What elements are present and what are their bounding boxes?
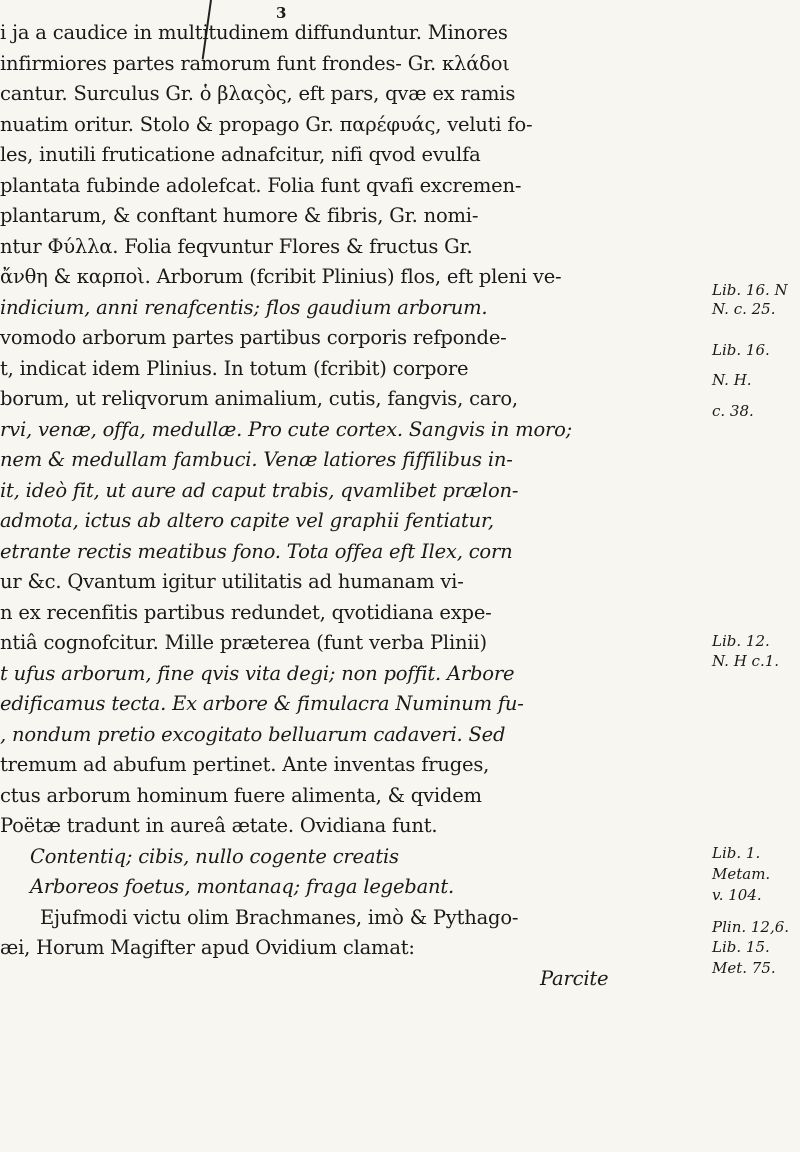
margin-note: Lib. 12. — [712, 632, 770, 650]
text-line: plantata fubinde adolefcat. Folia funt qvafi excremen- — [0, 173, 522, 197]
margin-note: N. H. — [712, 371, 752, 389]
page-number: 3 — [276, 4, 287, 22]
text-line: nem & medullam fambuci. Venæ latiores fiffilibus in- — [0, 448, 513, 471]
text-line: admota, ictus ab altero capite vel graphii fentiatur, — [0, 509, 494, 532]
text-line: æi, Horum Magifter apud Ovidium clamat: — [0, 936, 415, 959]
text-line: indicium, anni renafcentis; flos gaudium arborum. — [0, 295, 488, 319]
margin-note: Lib. 16. N — [712, 281, 788, 299]
text-line: tremum ad abufum pertinet. Ante inventas fruges, — [0, 753, 490, 776]
margin-note: N. c. 25. — [712, 300, 776, 318]
text-line: Ejufmodi victu olim Brachmanes, imò & Pythago- — [40, 905, 519, 929]
text-line: t ufus arborum, fine qvis vita degi; non poffit. Arbore — [0, 661, 515, 685]
margin-note: c. 38. — [712, 402, 754, 420]
text-line: t, indicat idem Plinius. In totum (fcribit) corpore — [0, 356, 469, 380]
text-line: rvi, venæ, offa, medullæ. Pro cute cortex. Sangvis in moro; — [0, 417, 573, 441]
margin-note: v. 104. — [712, 886, 762, 904]
margin-note: Lib. 1. — [712, 844, 761, 862]
margin-note: Lib. 15. — [712, 938, 770, 956]
verse-line: Arboreos foetus, montanaq; fraga legebant. — [30, 875, 454, 898]
catchword: Parcite — [540, 966, 609, 990]
text-line: borum, ut reliqvorum animalium, cutis, fangvis, caro, — [0, 387, 518, 410]
text-line: etrante rectis meatibus fono. Tota offea eft Ilex, corn — [0, 539, 513, 563]
body-text — [0, 18, 700, 994]
text-line: Poëtæ tradunt in aureâ ætate. Ovidiana funt. — [0, 814, 438, 837]
text-line: plantarum, & conftant humore & fibris, Gr. nomi- — [0, 204, 479, 227]
text-line: nuatim oritur. Stolo & propago Gr. παρέφυάς, veluti fo- — [0, 112, 533, 136]
text-line: ἄνθη & καρποὶ. Arborum (fcribit Plinius) flos, eft pleni ve- — [0, 265, 562, 288]
margin-note: Metam. — [712, 865, 771, 883]
text-line: ur &c. Qvantum igitur utilitatis ad humanam vi- — [0, 570, 464, 593]
text-line: n ex recenfitis partibus redundet, qvotidiana expe- — [0, 600, 492, 624]
margin-note: N. H c.1. — [712, 652, 780, 670]
margin-note: Met. 75. — [712, 959, 776, 977]
text-line: i ja a caudice in multitudinem diffunduntur. Minores — [0, 21, 508, 44]
text-line: ntiâ cognofcitur. Mille præterea (funt verba Plinii) — [0, 631, 487, 654]
text-line: cantur. Surculus Gr. ὁ βλαςὸς, eft pars, qvæ ex ramis — [0, 82, 516, 105]
text-line: ctus arborum hominum fuere alimenta, & qvidem — [0, 783, 482, 807]
text-line: vomodo arborum partes partibus corporis refponde- — [0, 326, 507, 349]
margin-note: Plin. 12,6. — [712, 918, 790, 936]
text-line: ntur Φύλλα. Folia feqvuntur Flores & fructus Gr. — [0, 234, 473, 258]
verse-line: Contentiq; cibis, nullo cogente creatis — [30, 844, 399, 868]
text-line: les, inutili fruticatione adnafcitur, nifi qvod evulfa — [0, 143, 481, 166]
text-line: edificamus tecta. Ex arbore & fimulacra Numinum fu- — [0, 692, 524, 715]
text-line: , nondum pretio excogitato belluarum cadaveri. Sed — [0, 722, 506, 746]
margin-note: Lib. 16. — [712, 341, 770, 359]
text-line: infirmiores partes ramorum funt frondes- Gr. κλάδοι — [0, 51, 510, 75]
text-line: it, ideò fit, ut aure ad caput trabis, qvamlibet prælon- — [0, 478, 519, 502]
